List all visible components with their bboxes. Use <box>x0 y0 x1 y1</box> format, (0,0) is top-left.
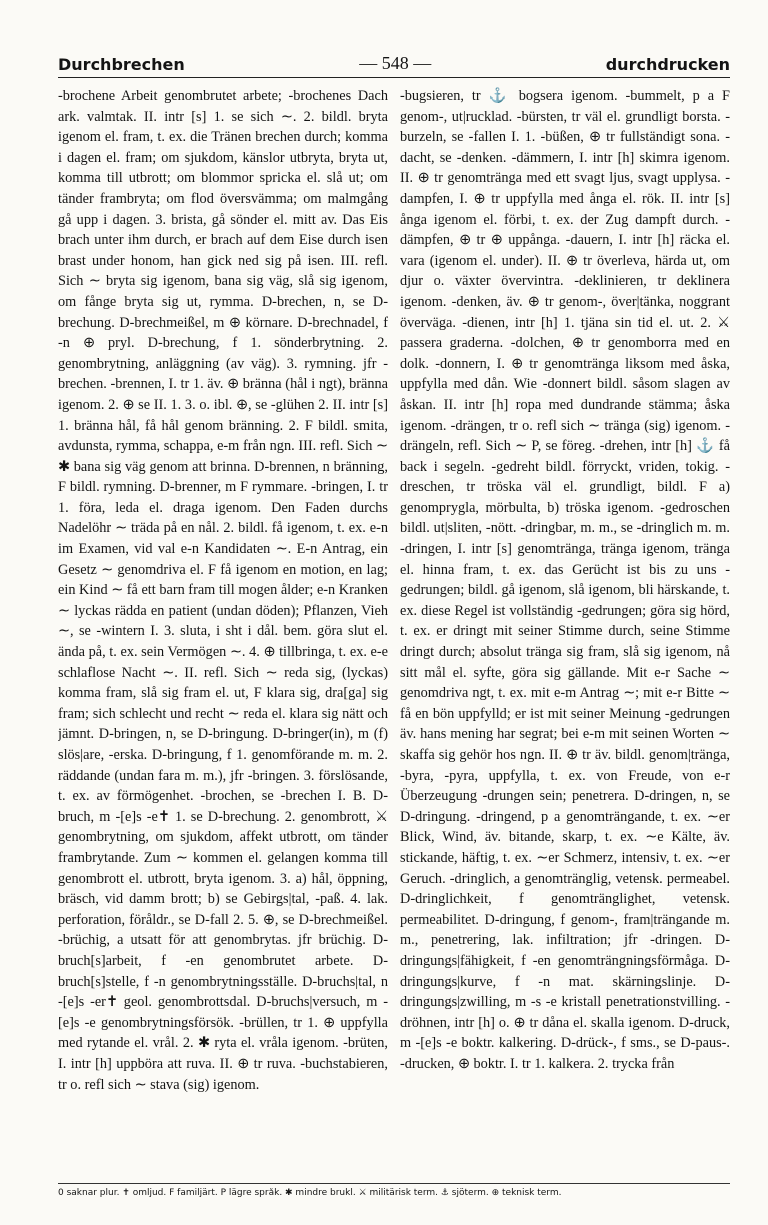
running-header <box>58 46 730 78</box>
right-guide-word: durchdrucken <box>605 55 730 74</box>
abbreviation-legend: 0 saknar plur. ✝ omljud. F familjärt. P lägre språk. ✱ mindre brukl. ⚔ militärisk term. ⚓ sjöterm. ⊕ teknisk term. <box>58 1188 562 1198</box>
text-columns <box>58 86 730 1136</box>
page-number: — 548 — <box>359 53 432 73</box>
left-column-text: -brochene Arbeit genombrutet arbete; -brochenes Dach ark. valmtak. II. intr [s] 1. se sich ∼. 2. bildl. bryta igenom el. fram, t. ex. die Tränen brechen durch; komma i dagen el. fram; om sjukdom, känslor utbryta, bryta ut, komma till utbrott; om blommor spricka el. slå ut; om tänder frambryta; om flod översvämma; om malmgång gå upp i dagen. 3. brista, gå sönder el. mitt av. Das Eis brach unter ihm durch, er brach auf dem Eise durch isen brast under honom, han gick ned sig på isen. III. refl. Sich ∼ bryta sig igenom, bana sig väg, slå sig igenom, om fånge bryta sig ut, rymma. D-brechen, n, se D-brechung. D-brechmeißel, m ⊕ körnare. D-brechnadel, f -n ⊕ pryl. D-brechung, f 1. sönderbrytning. 2. genombrytning, anläggning (av väg). 3. rymning. jfr -brechen. -brennen, I. tr 1. äv. ⊕ bränna (hål i ngt), bränna igenom. 2. ⊕ se II. 1. 3. o. ibl. ⊕, se -glühen 2. II. intr [s] 1. bränna hål, få hål genom bränning. 2. F bildl. smita, avdunsta, rymma, schappa, e-m från ngn. III. refl. Sich ∼ ✱ bana sig väg genom att brinna. D-brennen, n bränning, F bildl. rymning. D-brenner, m F rymmare. -bringen, I. tr 1. föra, leda el. draga igenom. Den Faden durchs Nadelöhr ∼ träda på en nål. 2. bildl. få igenom, t. ex. e-n im Examen, vid val e-n Kandidaten ∼. E-n Antrag, ein Gesetz ∼ genomdriva el. F få igenom en motion, en lag; ein Kind ∼ få ett barn fram till mogen ålder; e-n Kranken ∼ lyckas rädda en patient (undan döden); Pflanzen, Vieh ∼, se -wintern I. 3. sluta, i sht i dål. bem. göra slut el. ända på, t. ex. sein Vermögen ∼. 4. ⊕ tillbringa, t. ex. e-e schlaflose Nacht ∼. II. refl. Sich ∼ reda sig, (lyckas) komma fram, slå sig fram el. ut, F klara sig, dra[ga] sig fram; sich schlecht und recht ∼ reda el. klara sig nätt och jämnt. D-bringen, n, se D-bringung. D-bringer(in), m (f) slös|are, -erska. D-bringung, f 1. genomförande m. m. 2. räddande (undan fara m. m.), jfr -bringen. 3. förslösande, t. ex. av förmögenhet. -brochen, se -brechen I. B. D-bruch, m -[e]s -e✝ 1. se D-brechung. 2. genombrott, ⚔ genombrytning, om sjukdom, affekt utbrott, om tänder frambrytande. Zum ∼ kommen el. gelangen komma till genombrott el. utbrott, bryta igenom. 3. a) hål, öppning, bräsch, vid damm brott; b) se Gebirgs|tal, -paß. 4. lak. perforation, föråldr., se D-fall 2. 5. ⊕, se D-brechmeißel. -brüchig, a utsatt för att genombrytas. jfr brüchig. D-bruch[s]arbeit, f -en genombrutet arbete. D-bruch[s]stelle, f -n genombrytningsställe. D-bruchs|tal, n -[e]s -er✝ geol. genombrottsdal. D-bruchs|versuch, m -[e]s -e genombrytningsförsök. -brüllen, tr 1. ⊕ uppfylla med rytande el. vrål. 2. ✱ ryta el. vråla igenom. -brüten, I. intr [h] uppböra att ruva. II. ⊕ tr ruva. -buchstabieren, tr o. refl sich ∼ stava (sig) igenom. <box>58 88 388 1093</box>
left-guide-word: Durchbrechen <box>58 55 185 74</box>
left-column <box>58 86 388 1136</box>
right-column-text: -bugsieren, tr ⚓ bogsera igenom. -bummelt, p a F genom-, ut|rucklad. -bürsten, tr väl el. grundligt borsta. -burzeln, se -fallen I. 1. -büßen, ⊕ tr fullständigt sona. -dacht, se -denken. -dämmern, I. intr [h] skimra igenom. II. ⊕ tr genomtränga med ett svagt ljus, svagt upplysa. -dampfen, I. ⊕ tr uppfylla med ånga el. rök. II. intr [s] ånga igenom el. förbi, t. ex. der Zug dampft durch. -dämpfen, ⊕ tr ⊕ uppånga. -dauern, I. intr [h] räcka el. vara (igenom el. under). II. ⊕ tr överleva, härda ut, om djur o. växter övervintra. -deklinieren, tr deklinera igenom. -denken, äv. ⊕ tr genom-, över|tänka, noggrant överväga. -dienen, intr [h] 1. tjäna sin tid el. ut. 2. ⚔ passera graderna. -dolchen, ⊕ tr genomborra med en dolk. -donnern, I. ⊕ tr genomtränga liksom med åska, uppfylla med dån. Wie -donnert bildl. såsom slagen av åskan. II. intr [h] ropa med dundrande stämma; åska igenom. -drängen, tr o. refl sich ∼ tränga (sig) igenom. -drängeln, refl. Sich ∼ P, se föreg. -drehen, intr [h] ⚓ få back i segeln. -gedreht bildl. förryckt, vriden, tokig. -dreschen, tr tröska väl el. grundligt, bildl. F a) genomprygla, mörbulta, b) tröska igenom. -gedroschen bildl. ut|sliten, -nött. -dringbar, m. m., se -dringlich m. m. -dringen, I. intr [s] genomtränga, tränga igenom, tränga el. hinna fram, t. ex. das Gerücht ist bis zu uns -gedrungen; bildl. gå igenom, slå igenom, bli härskande, t. ex. diese Regel ist vollständig -gedrungen; göra sig hörd, t. ex. er dringt mit seiner Stimme durch, seine Stimme dringt durch; absolut tränga sig fram, slå sig igenom, nå sitt mål el. syfte, göra sig gällande. Mit e-r Sache ∼ genomdriva ngt, t. ex. mit e-m Antrag ∼; mit e-r Bitte ∼ få en bön uppfylld; er ist mit seiner Meinung -gedrungen äv. hans mening har segrat; bei e-m mit seinen Worten ∼ skaffa sig gehör hos ngn. II. ⊕ tr äv. bildl. genom|tränga, -byra, -pyra, uppfylla, t. ex. von Freude, von e-r Überzeugung -drungen sein; penetrera. D-dringen, n, se D-dringung. -dringend, p a genomträngande, t. ex. ∼er Blick, Wind, äv. bitande, skarp, t. ex. ∼e Kälte, äv. stickande, häftig, t. ex. ∼er Schmerz, intensiv, t. ex. ∼er Geruch. -dringlich, a genomtränglig, vetensk. permeabel. D-dringlichkeit, f genomtränglighet, vetensk. permeabilitet. D-dringung, f genom-, fram|trängande m. m., penetrering, lak. infiltration; jfr -dringen. D-dringungs|fähigkeit, f -en genomträngningsförmåga. D-dringungs|kurve, f -n mat. skärningslinje. D-dringungs|zwilling, m -s -e kristall penetrationstvilling. -dröhnen, intr [h] o. ⊕ tr dåna el. skalla igenom. D-druck, m -[e]s -e boktr. kalkering. D-drück-, f sms., se D-paus-. -drucken, ⊕ boktr. I. tr 1. kalkera. 2. trycka från <box>400 88 730 1072</box>
footer-rule <box>58 1183 730 1184</box>
right-column <box>400 86 730 1136</box>
